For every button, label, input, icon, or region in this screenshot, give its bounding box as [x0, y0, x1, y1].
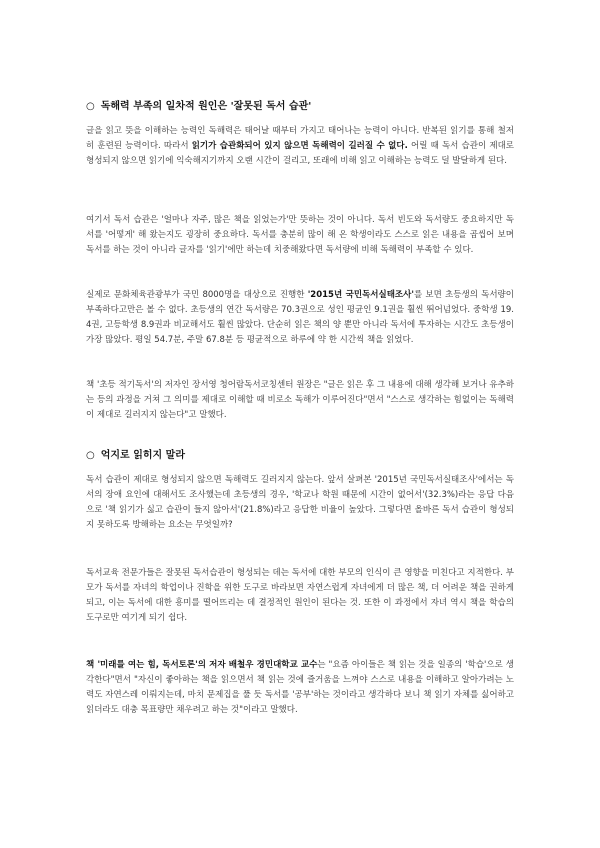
paragraph-2: 여기서 독서 습관은 '얼마나 자주, 많은 책을 읽었는가'만 뜻하는 것이 아니다. 독서 빈도와 독서량도 중요하지만 독서를 '어떻게' 해 왔는지도 굉장히 중요하다. 독서를 충분히 많이 해 온 학생이라도 스스로 읽은 내용을 곱씹어 보며 독서를 하는 것이 아니라 글자를 '읽기'에만 하는데 치중해왔다면 독서량에 비해 독해력이 부족할 수 있다. — [86, 215, 514, 255]
circle-bullet-icon: ○ — [86, 101, 95, 112]
paragraph-4: 책 '초등 적기독서'의 저자인 장서영 청어람독서코칭센터 원장은 "글은 읽은 후 그 내용에 대해 생각해 보거나 유추하는 등의 과정을 거쳐 그 의미를 제대로 이해할 때 비로소 독해가 이루어진다"면서 "스스로 생각하는 힘없이는 독해력이 제대로 길러지지 않는다"고 말했다. — [86, 380, 514, 420]
circle-bullet-icon: ○ — [86, 450, 95, 461]
section-heading-reading-habit: ○ 독해력 부족의 일차적 원인은 '잘못된 독서 습관' — [86, 101, 312, 112]
paragraph-5: 독서 습관이 제대로 형성되지 않으면 독해력도 길러지지 않는다. 앞서 살펴본 '2015년 국민독서실태조사'에서는 독서의 장애 요인에 대해서도 조사했는데 초등생의 경우, '학교나 학원 때문에 시간이 없어서'(32.3%)라는 응답 다음으로 '책 읽기가 싫고 습관이 들지 않아서'(21.8%)라고 응답한 비율이 높았다. 그렇다면 올바른 독서 습관이 형성되지 못하도록 방해하는 요소는 무엇일까? — [86, 475, 514, 530]
paragraph-7: 책 '미래를 여는 힘, 독서토론'의 저자 배철우 경민대학교 교수는 "요즘 아이들은 책 읽는 것을 일종의 '학습'으로 생각한다"면서 "자신이 좋아하는 책을 읽으면서 책 읽는 것에 즐거움을 느껴야 스스로 내용을 이해하고 알아가려는 노력도 자연스레 이뤄지는데, 마치 문제집을 풀 듯 독서를 '공부'하는 것이라고 생각하다 보니 책 읽기 자체를 싫어하고 읽더라도 대충 목표량만 채우려고 하는 것"이라고 말했다. — [86, 660, 514, 715]
paragraph-6: 독서교육 전문가들은 잘못된 독서습관이 형성되는 데는 독서에 대한 부모의 인식이 큰 영향을 미친다고 지적한다. 부모가 독서를 자녀의 학업이나 진학을 위한 도구로 바라보면 자연스럽게 자녀에게 더 많은 책, 더 어려운 책을 권하게 되고, 이는 독서에 대한 흥미를 떨어뜨리는 데 결정적인 원인이 된다는 것. 또한 이 과정에서 자녀 역시 책을 학습의 도구로만 여기게 되기 쉽다. — [86, 568, 514, 623]
paragraph-1: 글을 읽고 뜻을 이해하는 능력인 독해력은 태어날 때부터 가지고 태어나는 능력이 아니다. 반복된 읽기를 통해 철저히 훈련된 능력이다. 따라서 읽기가 습관화되어 있지 않으면 독해력이 길러질 수 없다. 어릴 때 독서 습관이 제대로 형성되지 않으면 읽기에 익숙해지기까지 오랜 시간이 걸리고, 또래에 비해 읽고 이해하는 능력도 덜 발달하게 된다. — [86, 126, 514, 166]
paragraph-3: 실제로 문화체육관광부가 국민 8000명을 대상으로 진행한 '2015년 국민독서실태조사'를 보면 초등생의 독서량이 부족하다고만은 볼 수 없다. 초등생의 연간 독서량은 70.3권으로 성인 평균인 9.1권을 훨씬 뛰어넘었다. 중학생 19.4권, 고등학생 8.9권과 비교해서도 훨씬 많았다. 단순히 읽은 책의 양 뿐만 아니라 독서에 투자하는 시간도 초등생이 가장 많았다. 평일 54.7분, 주말 67.8분 등 평균적으로 하루에 약 한 시간씩 책을 읽었다. — [86, 290, 514, 345]
section-heading-forced-reading: ○ 억지로 읽히지 말라 — [86, 450, 185, 461]
